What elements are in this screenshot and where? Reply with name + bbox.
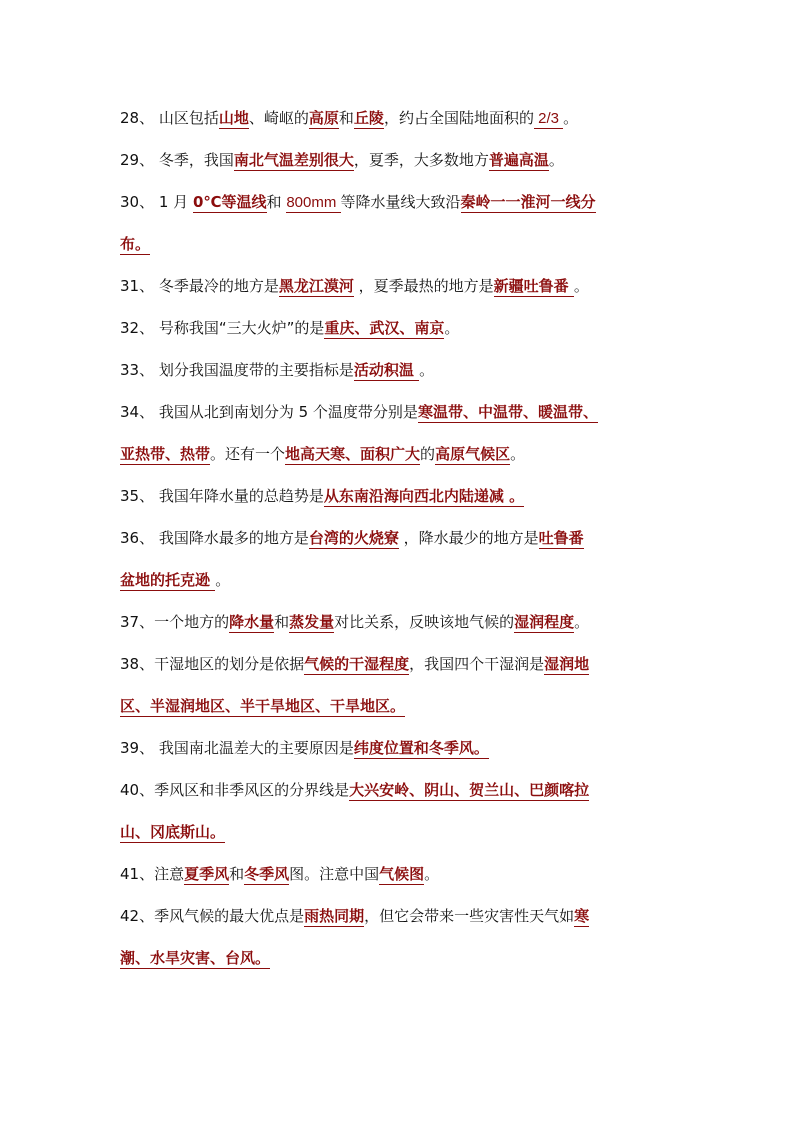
question-segment: 、崎岖的	[248, 109, 309, 127]
question-segment: 。	[215, 571, 231, 589]
question-segment: ，约占全国陆地面积的	[383, 109, 534, 127]
question-text	[120, 570, 230, 590]
question-text	[120, 864, 439, 884]
answer-blank: 布。	[120, 235, 151, 253]
answer-blank: 蒸发量	[289, 613, 335, 631]
question-segment: 42、季风气候的最大优点是	[120, 907, 305, 925]
answer-blank: 黑龙江漠河	[278, 277, 354, 295]
answer-blank: 寒	[574, 907, 590, 925]
question-line	[120, 730, 690, 772]
question-text	[120, 402, 598, 422]
question-line	[120, 520, 690, 562]
answer-blank: 山地	[218, 109, 249, 127]
answer-blank: 夏季风	[184, 865, 230, 883]
answer-blank: 大兴安岭、阴山、贺兰山、巴颜喀拉	[349, 781, 590, 799]
answer-blank: 高原气候区	[435, 445, 511, 463]
question-segment: 39、 我国南北温差大的主要原因是	[120, 739, 354, 757]
question-text	[120, 276, 589, 296]
question-segment: 。	[573, 277, 589, 295]
question-line	[120, 814, 690, 856]
question-segment: ，夏季最热的地方是	[353, 277, 494, 295]
question-segment: 。还有一个	[210, 445, 286, 463]
question-line	[120, 268, 690, 310]
answer-blank: 800mm	[286, 194, 341, 211]
question-text	[120, 150, 564, 170]
question-segment: ，我国四个干湿润是	[409, 655, 545, 673]
question-segment: 和	[338, 109, 354, 127]
question-text	[120, 822, 225, 842]
question-segment: 和	[274, 613, 290, 631]
question-text	[120, 234, 150, 254]
question-text	[120, 360, 434, 380]
question-segment: 33、 划分我国温度带的主要指标是	[120, 361, 354, 379]
question-segment: 30、 1 月	[120, 193, 193, 211]
answer-blank: 活动积温	[353, 361, 420, 379]
question-text	[120, 780, 589, 800]
question-text	[120, 738, 489, 758]
question-segment: 28、 山区包括	[120, 109, 219, 127]
question-segment: 等降水量线大致沿	[340, 193, 461, 211]
question-text	[120, 108, 578, 129]
answer-blank: 湿润地	[544, 655, 590, 673]
question-line	[120, 184, 690, 226]
question-line	[120, 604, 690, 646]
question-text	[120, 654, 589, 674]
question-segment: 和	[229, 865, 245, 883]
question-line	[120, 688, 690, 730]
answer-blank: 湿润程度	[514, 613, 575, 631]
answer-blank: 0℃等温线	[192, 193, 267, 211]
document-body	[120, 100, 690, 982]
question-line	[120, 310, 690, 352]
answer-blank: 从东南沿海向西北内陆递减 。	[323, 487, 525, 505]
answer-blank: 降水量	[229, 613, 275, 631]
question-line	[120, 394, 690, 436]
question-segment: 34、 我国从北到南划分为 5 个温度带分别是	[120, 403, 418, 421]
question-segment: ，夏季，大多数地方	[353, 151, 489, 169]
question-segment: 40、季风区和非季风区的分界线是	[120, 781, 350, 799]
answer-blank: 区、半湿润地区、半干旱地区、干旱地区。	[120, 697, 406, 715]
question-segment: 。	[574, 613, 590, 631]
answer-blank: 潮、水旱灾害、台风。	[120, 949, 271, 967]
question-segment: 29、 冬季，我国	[120, 151, 234, 169]
question-segment: 32、 号称我国“三大火炉”的是	[120, 319, 325, 337]
question-line	[120, 478, 690, 520]
question-segment: 41、注意	[120, 865, 185, 883]
answer-blank: 重庆、武汉、南京	[324, 319, 445, 337]
answer-blank: 普遍高温	[488, 151, 549, 169]
question-text	[120, 444, 525, 464]
question-text	[120, 318, 459, 338]
question-segment: ，但它会带来一些灾害性天气如	[364, 907, 575, 925]
question-text	[120, 192, 596, 213]
question-text	[120, 696, 405, 716]
answer-blank: 地高天寒、面积广大	[285, 445, 421, 463]
question-segment: 的	[420, 445, 436, 463]
question-segment: 。	[548, 151, 564, 169]
answer-blank: 雨热同期	[304, 907, 365, 925]
answer-blank: 气候图	[379, 865, 425, 883]
question-text	[120, 906, 589, 926]
question-text	[120, 612, 589, 632]
question-line	[120, 772, 690, 814]
question-line	[120, 646, 690, 688]
answer-blank: 气候的干湿程度	[304, 655, 410, 673]
question-line	[120, 562, 690, 604]
question-segment: 36、 我国降水最多的地方是	[120, 529, 309, 547]
question-line	[120, 856, 690, 898]
question-segment: 31、 冬季最冷的地方是	[120, 277, 279, 295]
question-line	[120, 100, 690, 142]
question-line	[120, 352, 690, 394]
answer-blank: 寒温带、中温带、暖温带、	[417, 403, 598, 421]
question-line	[120, 898, 690, 940]
question-line	[120, 940, 690, 982]
question-segment: ，降水最少的地方是	[398, 529, 539, 547]
question-line	[120, 142, 690, 184]
question-segment: 。	[510, 445, 526, 463]
answer-blank: 2/3	[533, 110, 564, 127]
question-segment: 37、一个地方的	[120, 613, 230, 631]
answer-blank: 秦岭一一淮河一线分	[460, 193, 596, 211]
question-text	[120, 948, 270, 968]
question-segment: 。	[563, 109, 579, 127]
question-segment: 38、干湿地区的划分是依据	[120, 655, 305, 673]
answer-blank: 新疆吐鲁番	[493, 277, 574, 295]
question-segment: 和	[266, 193, 287, 211]
answer-blank: 纬度位置和冬季风。	[353, 739, 489, 757]
question-segment: 。	[444, 319, 460, 337]
question-segment: 对比关系，反映该地气候的	[334, 613, 515, 631]
answer-blank: 南北气温差别很大	[233, 151, 354, 169]
answer-blank: 吐鲁番	[538, 529, 584, 547]
question-line	[120, 226, 690, 268]
question-segment: 图。注意中国	[289, 865, 380, 883]
question-segment: 。	[419, 361, 435, 379]
question-text	[120, 528, 584, 548]
answer-blank: 台湾的火烧寮	[308, 529, 399, 547]
answer-blank: 冬季风	[244, 865, 290, 883]
question-segment: 。	[424, 865, 440, 883]
question-line	[120, 436, 690, 478]
answer-blank: 丘陵	[353, 109, 384, 127]
question-text	[120, 486, 524, 506]
answer-blank: 高原	[308, 109, 339, 127]
answer-blank: 亚热带、热带	[120, 445, 211, 463]
question-segment: 35、 我国年降水量的总趋势是	[120, 487, 324, 505]
answer-blank: 山、冈底斯山。	[120, 823, 226, 841]
answer-blank: 盆地的托克逊	[120, 571, 216, 589]
